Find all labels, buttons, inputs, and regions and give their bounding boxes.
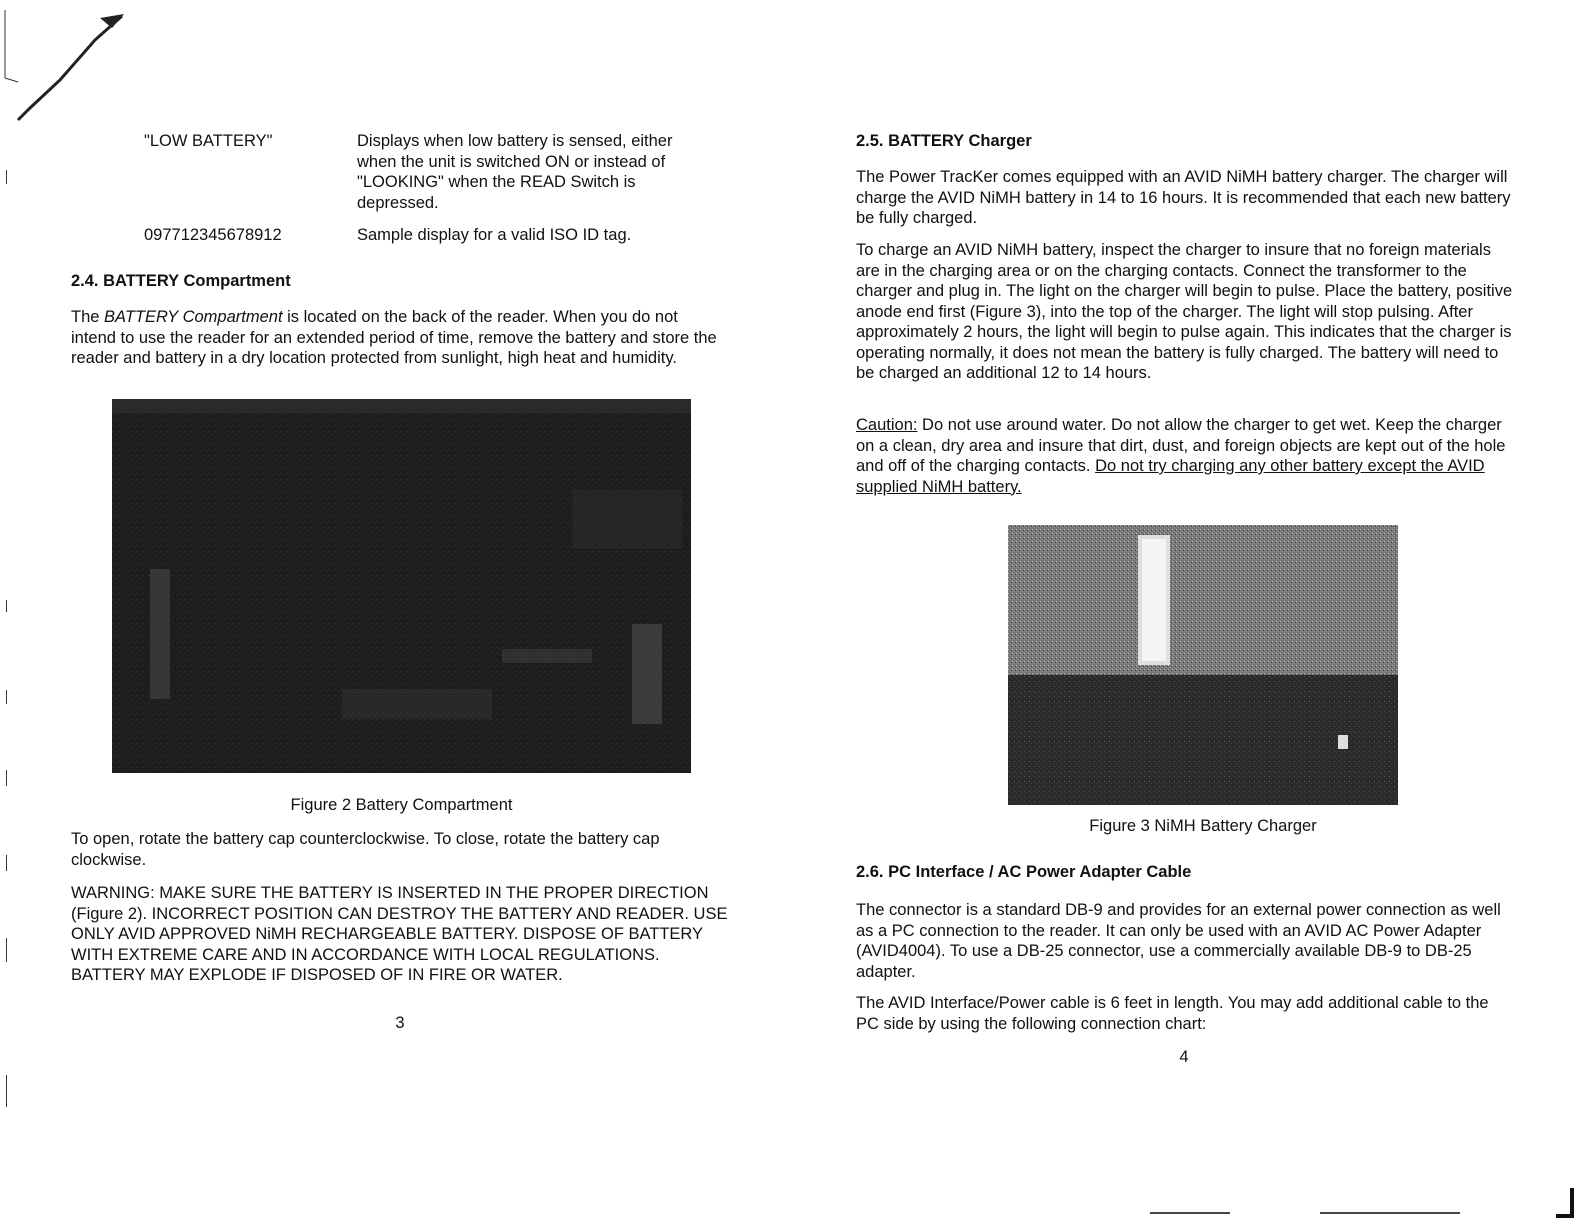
scan-margin-mark <box>6 770 7 786</box>
section-title-battery-charger: 2.5. BATTERY Charger <box>856 132 1032 150</box>
cable-paragraph-1: The connector is a standard DB-9 and provides for an external power connection as well as a PC connection to the reader. It can only be used with an AVID AC Power Adapter (AVID4004). To use a DB-25 connector, use a commercially available DB-9 to DB-25 adapter. <box>856 901 1501 981</box>
section-title-pc-interface-cable: 2.6. PC Interface / AC Power Adapter Cable <box>856 863 1192 881</box>
battery-compartment-term: BATTERY Compartment <box>104 308 283 326</box>
battery-compartment-intro: The BATTERY Compartment is located on the back of the reader. When you do not intend to use the reader for an extended period of time, remove the battery and store the reader and battery in a dry location protected from sunlight, high heat and humidity. <box>71 308 717 367</box>
scan-stroke-artifact <box>0 0 140 130</box>
scan-margin-mark <box>6 690 7 704</box>
charger-caution: Caution: Do not use around water. Do not allow the charger to get wet. Keep the charger on a clean, dry area and insure that dirt, dust, and foreign objects are kept out of the hole and off of the charging contacts. Do not try charging any other battery except the AVID supplied NiMH battery. <box>856 416 1506 496</box>
display-desc-iso-id: Sample display for a valid ISO ID tag. <box>357 226 632 244</box>
scan-corner-mark <box>1550 1188 1590 1224</box>
page-number-right: 4 <box>1179 1048 1189 1066</box>
scan-margin-mark <box>6 170 7 184</box>
figure-3-caption: Figure 3 NiMH Battery Charger <box>1089 817 1317 835</box>
figure-2-photo <box>112 399 691 773</box>
display-label-low-battery: "LOW BATTERY" <box>144 132 273 150</box>
display-desc-low-battery: Displays when low battery is sensed, either when the unit is switched ON or instead of "LOOKING" when the READ Switch is depressed. <box>357 132 673 212</box>
scan-margin-mark <box>6 1075 7 1107</box>
battery-warning: WARNING: MAKE SURE THE BATTERY IS INSERTED IN THE PROPER DIRECTION (Figure 2). INCORRECT POSITION CAN DESTROY THE BATTERY AND READER. USE ONLY AVID APPROVED NiMH RECHARGEABLE BATTERY. DISPOSE OF BATTERY WITH EXTREME CARE AND IN ACCORDANCE WITH LOCAL REGULATIONS. BATTERY MAY EXPLODE IF DISPOSED OF IN FIRE OR WATER. <box>71 884 728 984</box>
page-number-left: 3 <box>395 1014 405 1032</box>
caution-label: Caution: <box>856 416 918 434</box>
charger-paragraph-2: To charge an AVID NiMH battery, inspect the charger to insure that no foreign materials are in the charging area or on the charging contacts. Connect the transformer to the charger and plug in. The light on the charger will begin to pulse. Place the battery, positive anode end first (Figure 3), into the top of the charger. The light will stop pulsing. After approximately 2 hours, the light will begin to pulse again. This indicates that the charger is operating normally, it does not mean the battery is fully charged. The battery will need to be charged an additional 12 to 14 hours. <box>856 241 1513 382</box>
scan-edge-mark <box>1320 1212 1460 1214</box>
scan-edge-mark <box>1150 1212 1230 1214</box>
scan-margin-mark <box>6 600 7 612</box>
figure-3-photo <box>1008 525 1398 805</box>
scan-margin-mark <box>6 938 7 962</box>
section-title-battery-compartment: 2.4. BATTERY Compartment <box>71 272 291 290</box>
figure-2-caption: Figure 2 Battery Compartment <box>290 796 513 814</box>
cable-paragraph-2: The AVID Interface/Power cable is 6 feet in length. You may add additional cable to the PC side by using the following connection chart: <box>856 994 1489 1033</box>
charger-paragraph-1: The Power TracKer comes equipped with an AVID NiMH battery charger. The charger will charge the AVID NiMH battery in 14 to 16 hours. It is recommended that each new battery be fully charged. <box>856 168 1511 227</box>
scan-margin-mark <box>6 855 7 871</box>
battery-cap-instructions: To open, rotate the battery cap counterclockwise. To close, rotate the battery cap clockwise. <box>71 830 660 869</box>
display-label-iso-id: 097712345678912 <box>144 226 282 244</box>
caution-underlined-warning: Do not try charging any other battery except the AVID supplied NiMH battery. <box>856 457 1485 496</box>
